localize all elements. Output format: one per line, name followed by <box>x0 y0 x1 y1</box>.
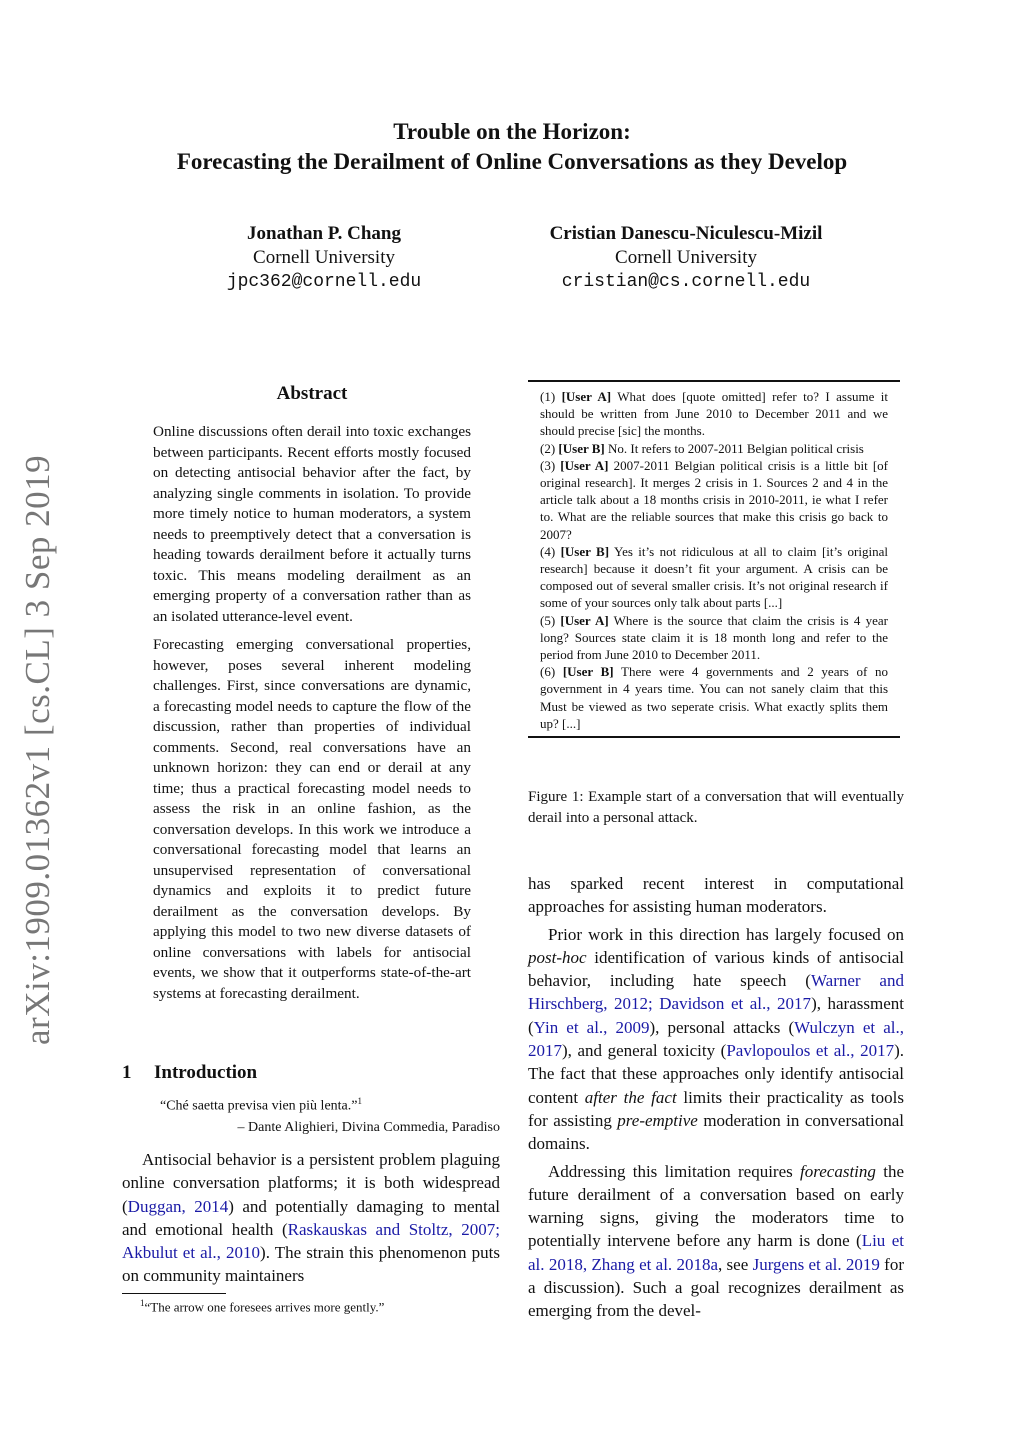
title-line-2: Forecasting the Derailment of Online Conversations as they Develop <box>176 149 848 174</box>
turn-number: (2) <box>540 440 556 456</box>
emphasis: post-hoc <box>528 947 587 967</box>
abstract-paragraph: Forecasting emerging conversational properties, however, poses several inherent modeling challenges. First, since conversations are dynamic, a forecasting model needs to capture the flow of the discussion, rather than properties of individual comments. Second, real conversations have an unknown horizon: they can end or derail at any time; thus a practical forecasting model needs to assess the risk in an online fashion, as the conversation develops. In this work we introduce a conversational forecasting model that learns an unsupervised representation of conversational dynamics and exploits it to predict future derailment as the conversation develops. By applying this model to two new diverse datasets of online conversations with labels for antisocial events, we show that it outperforms state-of-the-art systems at forecasting derailment. <box>153 636 471 1002</box>
citation-link[interactable]: Raskauskas and Stoltz, 2007; Akbulut et al., 2010 <box>122 1219 500 1263</box>
abstract-body <box>153 422 471 1012</box>
conversation-turn <box>540 663 888 732</box>
footnote <box>140 1298 384 1315</box>
conversation-excerpt <box>528 382 900 736</box>
turn-user: [User A] <box>561 389 612 404</box>
author-block-2 <box>520 222 852 294</box>
turn-user: [User B] <box>562 664 614 680</box>
citation-link[interactable]: Duggan, 2014 <box>127 1196 229 1216</box>
emphasis: forecasting <box>800 1161 876 1181</box>
text-run: the future derailment of a conversation based on early warning signs, giving the moderators time to potentially intervene before any harm is done ( <box>528 1161 904 1251</box>
citation-link[interactable]: Warner and Hirschberg, 2012; Davidson et al., 2017 <box>528 971 904 1014</box>
turn-text: No. It refers to 2007-2011 Belgian political crisis <box>608 440 864 456</box>
text-run: Prior work in this direction has largely focused on <box>548 924 904 944</box>
emphasis: after the fact <box>584 1087 677 1107</box>
text-run: ). The strain this phenomenon puts on community maintainers <box>122 1243 500 1286</box>
section-heading-introduction <box>122 1062 257 1084</box>
citation-link[interactable]: Yin et al., 2009 <box>533 1017 650 1037</box>
turn-text: There were 4 governments and 2 years of no government in 4 years time. You can not sanely claim that this Must be viewed as two seperate crisis. What exactly splits them up? [...] <box>540 664 888 731</box>
figure-bottom-rule <box>528 736 900 738</box>
right-column-body <box>528 872 904 1327</box>
conversation-turn <box>540 440 888 457</box>
emphasis: pre-emptive <box>617 1110 698 1130</box>
footnote-text: “The arrow one foresees arrives more gently.” <box>144 1299 385 1315</box>
author-block-1 <box>218 222 430 294</box>
turn-user: [User A] <box>560 612 609 628</box>
footnote-mark: 1 <box>140 1298 145 1308</box>
footnote-divider <box>122 1293 226 1294</box>
conversation-turn <box>540 388 888 440</box>
conversation-turn <box>540 457 888 543</box>
text-run: ) and potentially damaging to mental and emotional health ( <box>122 1196 500 1239</box>
author-affiliation: Cornell University <box>253 247 395 268</box>
turn-number: (3) <box>540 457 556 473</box>
section-title: Introduction <box>154 1062 258 1083</box>
turn-number: (6) <box>540 664 556 680</box>
body-paragraph: has sparked recent interest in computational approaches for assisting human moderators. <box>528 874 904 917</box>
abstract-paragraph: Online discussions often derail into toxic exchanges between participants. Recent efforts mostly focused on detecting antisocial behavior after the fact, by analyzing single comments in isolation. To provide more timely notice to human moderators, a system needs to preemptively detect that a conversation is heading towards derailment before it actually turns toxic. This means modeling derailment as an emerging property of a conversation rather than as an isolated utterance-level event. <box>153 423 471 625</box>
intro-paragraph <box>122 1148 500 1288</box>
author-email[interactable]: jpc362@cornell.edu <box>226 272 422 292</box>
conversation-turn <box>540 543 888 612</box>
paper-title <box>0 117 1024 177</box>
turn-text: Yes it’s not ridiculous at all to claim [it’s original research] because it doesn’t fit your argument. A crisis can be composed out of several smaller crisis. It’s not original research if some of your sources only talk about parts [...] <box>540 543 888 611</box>
citation-link[interactable]: Wulczyn et al., 2017 <box>528 1017 904 1061</box>
author-name: Cristian Danescu-Niculescu-Mizil <box>549 223 823 244</box>
turn-user: [User A] <box>560 457 609 473</box>
text-run: ), and general toxicity ( <box>562 1041 727 1061</box>
author-email[interactable]: cristian@cs.cornell.edu <box>561 272 811 292</box>
turn-number: (4) <box>540 543 556 559</box>
turn-text: What does [quote omitted] refer to? I assume it should be written from June 2010 to December 2011 and we should precise [sic] the months. <box>540 389 889 439</box>
turn-user: [User B] <box>558 440 605 456</box>
turn-text: 2007-2011 Belgian political crisis is a little bit [of original research]. It merges 2 crisis in 1. Sources 2 and 4 in the article talk about a 18 months crisis in 2010-2011, ie what I refer to. What are the reliable sources that make this crisis go back to 2007? <box>540 457 889 542</box>
text-run: moderation in conversational domains. <box>528 1110 904 1154</box>
epigraph-source: – Dante Alighieri, Divina Commedia, Paradiso <box>237 1120 500 1135</box>
figure-caption: Figure 1: Example start of a conversation that will eventually derail into a personal attack. <box>528 789 904 826</box>
turn-text: Where is the source that claim the crisis is 4 year long? Sources state claim it is 18 month long and refer to the period from June 2010 to December 2011. <box>540 612 888 663</box>
arxiv-stamp: arXiv:1909.01362v1 [cs.CL] 3 Sep 2019 <box>18 454 57 1045</box>
text-run: , see <box>718 1254 753 1274</box>
intro-body <box>122 1148 500 1288</box>
epigraph-quote <box>160 1096 362 1115</box>
figure-1 <box>528 380 900 738</box>
turn-number: (5) <box>540 612 556 628</box>
section-number: 1 <box>122 1062 132 1083</box>
title-line-1: Trouble on the Horizon: <box>393 119 631 144</box>
epigraph-text: “Ché saetta previsa vien più lenta.” <box>160 1098 358 1114</box>
body-paragraph <box>528 1160 904 1323</box>
text-run: Antisocial behavior is a persistent problem plaguing online conversation platforms; it is both widespread ( <box>122 1150 500 1216</box>
text-run: ), personal attacks ( <box>649 1017 795 1037</box>
turn-user: [User B] <box>560 543 610 559</box>
body-paragraph <box>528 923 904 1156</box>
abstract-heading: Abstract <box>276 383 348 404</box>
text-run: limits their practicality as tools for assisting <box>528 1087 904 1130</box>
text-run: identification of various kinds of antisocial behavior, including hate speech ( <box>528 947 904 991</box>
footnote-ref[interactable]: 1 <box>357 1096 362 1106</box>
turn-number: (1) <box>540 389 556 404</box>
author-affiliation: Cornell University <box>615 247 757 268</box>
author-name: Jonathan P. Chang <box>247 223 401 244</box>
text-run: Addressing this limitation requires <box>548 1161 801 1181</box>
citation-link[interactable]: Liu et al. 2018, Zhang et al. 2018a <box>528 1231 904 1274</box>
citation-link[interactable]: Pavlopoulos et al., 2017 <box>726 1041 895 1061</box>
conversation-turn <box>540 612 888 664</box>
citation-link[interactable]: Jurgens et al. 2019 <box>752 1254 880 1274</box>
text-run: ), harassment ( <box>528 994 904 1037</box>
text-run: ). The fact that these approaches only identify antisocial content <box>528 1041 905 1107</box>
text-run: for a discussion). Such a goal recognizes derailment as emerging from the devel- <box>528 1254 905 1321</box>
